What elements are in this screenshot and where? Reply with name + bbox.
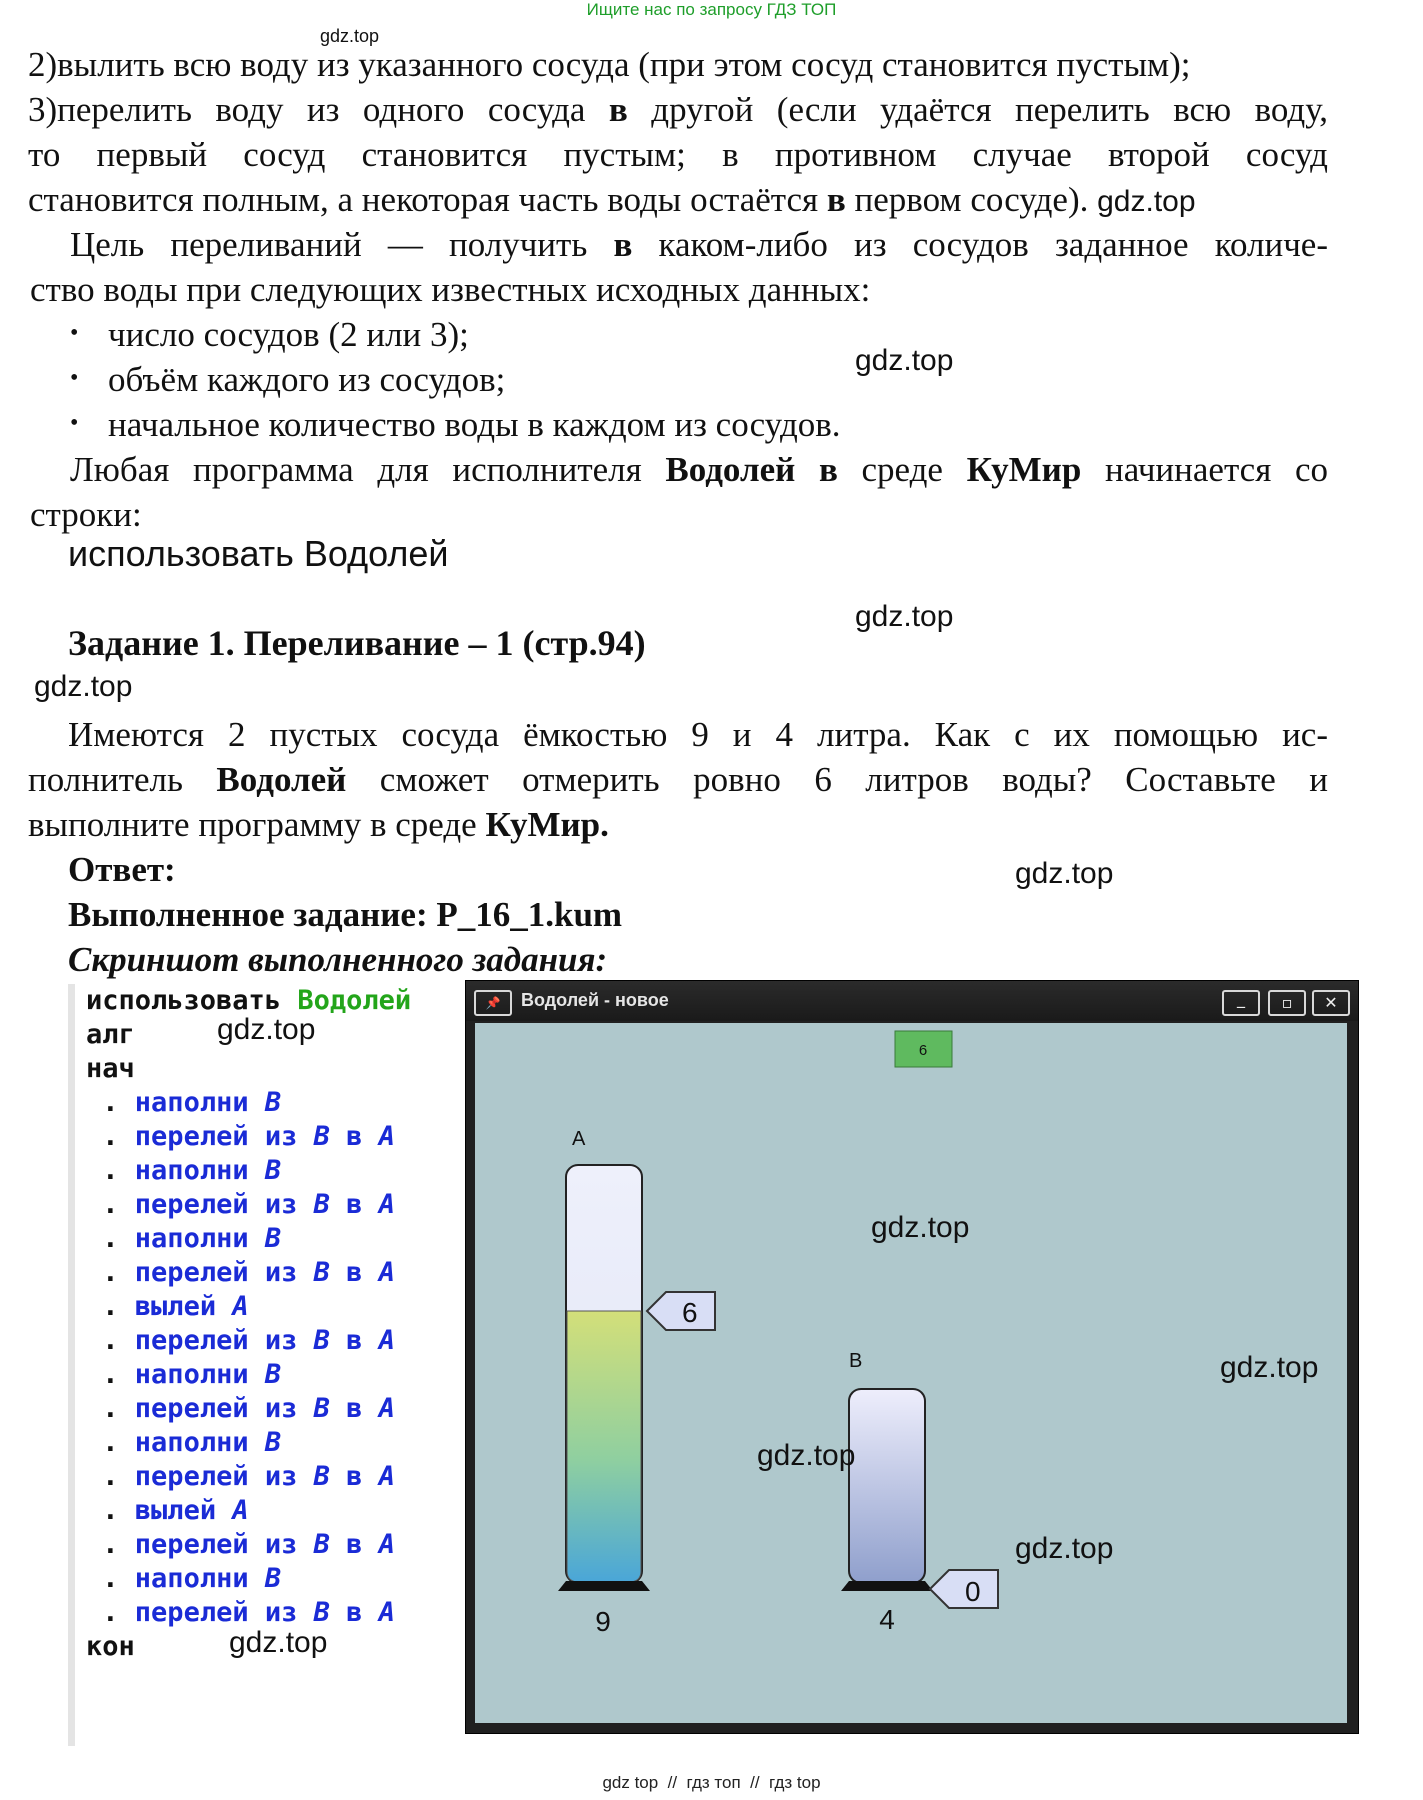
answer-label: Ответ: <box>68 850 176 889</box>
use-statement: использовать Водолей <box>68 533 449 574</box>
bullet-item: число сосудов (2 или 3); <box>108 315 469 354</box>
bullet-dot: • <box>70 320 79 346</box>
vessel-b-capacity: 4 <box>879 1604 895 1635</box>
intro-line-4: то первый сосуд становится пустым; в противном случае второй сосуд <box>28 135 1328 174</box>
watermark: gdz.top <box>217 1013 316 1046</box>
watermark: gdz.top <box>1015 857 1114 890</box>
vessel-b-level: 0 <box>965 1576 981 1607</box>
task-line-3: выполните программу в среде КуМир. <box>28 805 609 844</box>
vessel-b-level-tag <box>930 1570 998 1608</box>
pin-icon[interactable]: 📌 <box>474 990 512 1016</box>
code-line: . наполни B <box>102 1087 282 1118</box>
watermark: gdz.top <box>871 1211 970 1244</box>
goal-line-2: ство воды при следующих известных исходных данных: <box>30 270 871 309</box>
code-line: . перелей из B в A <box>102 1257 395 1288</box>
target-value: 6 <box>918 1042 928 1059</box>
bullet-dot: • <box>70 365 79 391</box>
vessel-a-level-tag <box>647 1292 715 1330</box>
code-line: нач <box>86 1053 135 1084</box>
bullet-dot: • <box>70 410 79 436</box>
vessel-a-capacity: 9 <box>595 1606 611 1637</box>
close-icon[interactable]: ✕ <box>1312 990 1350 1016</box>
code-line: . перелей из B в A <box>102 1189 395 1220</box>
footer-text: gdz top // гдз топ // гдз top <box>602 1773 821 1792</box>
screenshot-label: Скриншот выполненного задания: <box>68 940 608 979</box>
task-line-1: Имеются 2 пустых сосуда ёмкостью 9 и 4 литра. Как с их помощью ис- <box>68 715 1328 754</box>
watermark: gdz.top <box>320 26 380 46</box>
code-line: кон <box>86 1631 135 1662</box>
code-line: . перелей из B в A <box>102 1529 395 1560</box>
maximize-icon[interactable]: ▫ <box>1268 990 1306 1016</box>
vessel-b-base <box>841 1581 933 1591</box>
watermark: gdz.top <box>757 1439 856 1472</box>
vessel-drawing <box>475 1023 1347 1723</box>
code-line: . наполни B <box>102 1155 282 1186</box>
window-title: Водолей - новое <box>521 990 669 1010</box>
watermark: gdz.top <box>1015 1532 1114 1565</box>
bullet-item: объём каждого из сосудов; <box>108 360 506 399</box>
vessel-canvas <box>475 1023 1347 1723</box>
code-line: . перелей из B в A <box>102 1393 395 1424</box>
done-file: Выполненное задание: P_16_1.kum <box>68 895 623 934</box>
code-line: . вылей A <box>102 1291 249 1322</box>
watermark: gdz.top <box>855 344 954 377</box>
vessel-a-water <box>567 1311 641 1582</box>
vessel-b-glass <box>849 1389 925 1583</box>
code-line: . перелей из B в A <box>102 1597 395 1628</box>
intro-line-3: 3)перелить воду из одного сосуда в другой (если удаётся перелить всю воду, <box>28 90 1328 129</box>
code-line: . наполни B <box>102 1223 282 1254</box>
task-heading: Задание 1. Переливание – 1 (стр.94) <box>68 623 646 663</box>
code-line: . перелей из B в A <box>102 1121 395 1152</box>
code-editor <box>86 984 446 1664</box>
code-line: . наполни B <box>102 1427 282 1458</box>
task-line-2: полнитель Водолей сможет отмерить ровно 6 литров воды? Составьте и <box>28 760 1328 799</box>
intro-line-2: 2)вылить всю воду из указанного сосуда (при этом сосуд становится пустым); <box>28 45 1191 84</box>
code-line: . перелей из B в A <box>102 1461 395 1492</box>
vessel-a-base <box>558 1581 650 1591</box>
minimize-icon[interactable]: _ <box>1222 990 1260 1016</box>
vessel-b-label: B <box>849 1350 863 1372</box>
code-line: использовать Водолей <box>86 985 412 1016</box>
program-line-2: строки: <box>30 495 142 534</box>
bullet-item: начальное количество воды в каждом из сосудов. <box>108 405 841 444</box>
goal-line-1: Цель переливаний — получить в каком-либо из сосудов заданное количе- <box>70 225 1328 264</box>
code-line: . вылей A <box>102 1495 249 1526</box>
code-line: . перелей из B в A <box>102 1325 395 1356</box>
code-line: алг <box>86 1019 135 1050</box>
watermark: gdz.top <box>1220 1351 1319 1384</box>
code-line: . наполни B <box>102 1563 282 1594</box>
watermark: gdz.top <box>229 1626 328 1659</box>
watermark: gdz.top <box>1097 185 1196 218</box>
search-banner[interactable]: Ищите нас по запросу ГДЗ ТОП <box>586 0 837 19</box>
vessel-a-level: 6 <box>682 1297 698 1328</box>
watermark: gdz.top <box>34 670 133 703</box>
intro-line-5: становится полным, а некоторая часть воды остаётся в первом сосуде). gdz.top <box>28 180 1196 219</box>
window-titlebar[interactable] <box>466 981 1358 1021</box>
code-line: . наполни B <box>102 1359 282 1390</box>
watermark: gdz.top <box>855 600 954 633</box>
vessel-a-label: A <box>572 1128 586 1150</box>
code-gutter <box>68 984 75 1746</box>
program-line-1: Любая программа для исполнителя Водолей в среде КуМир начинается со <box>70 450 1329 489</box>
